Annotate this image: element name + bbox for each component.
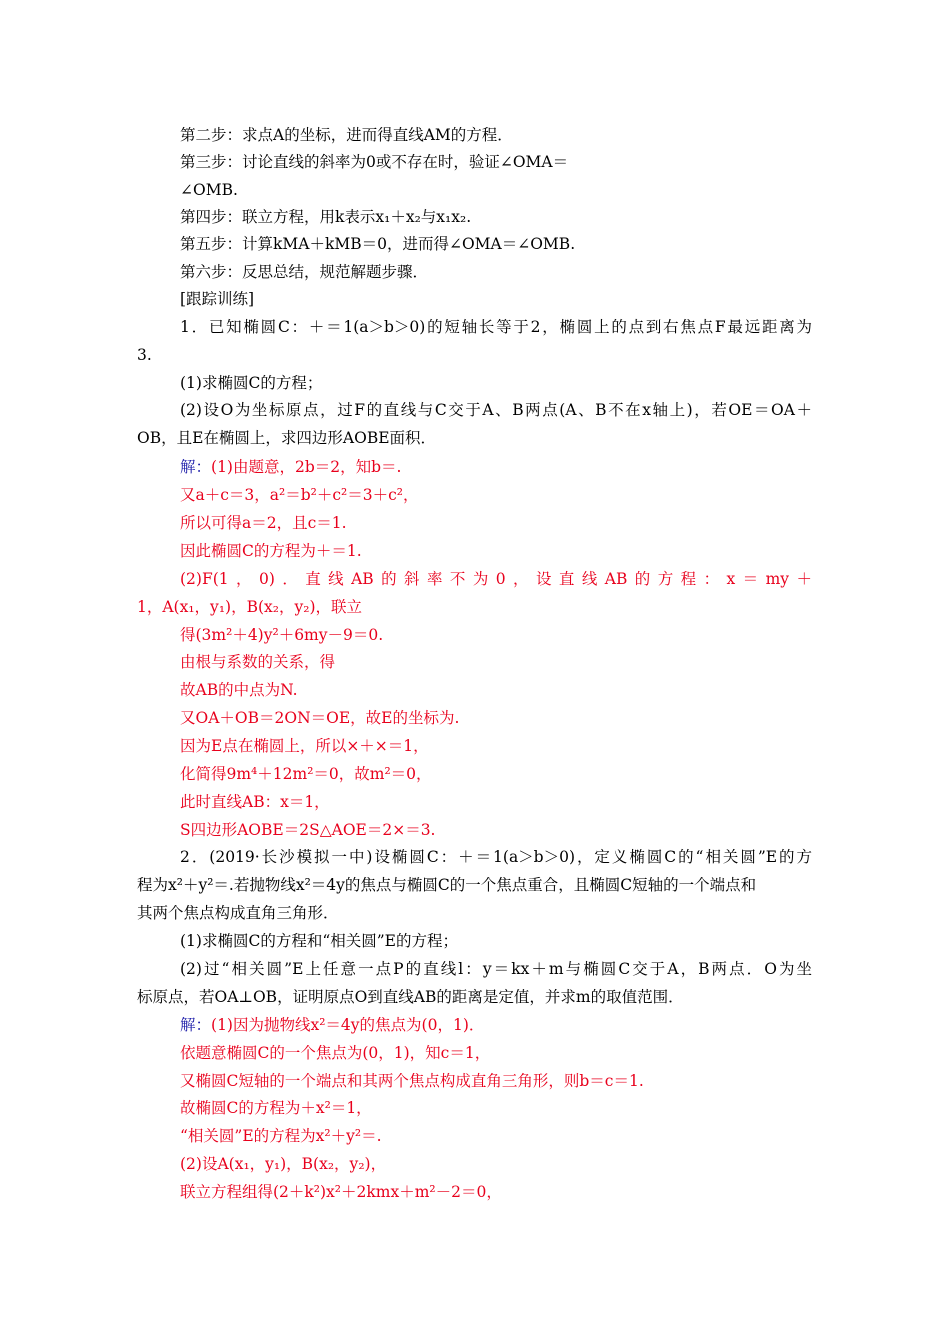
text-line: 第三步：讨论直线的斜率为0或不存在时，验证∠OMA＝ xyxy=(180,153,569,171)
solution-line: 因此椭圆C的方程为＋＝1. xyxy=(180,542,362,560)
solution-line: 又椭圆C短轴的一个端点和其两个焦点构成直角三角形，则b＝c＝1. xyxy=(180,1072,644,1090)
problem-2-statement-cont: 程为x²＋y²＝.若抛物线x²＝4y的焦点与椭圆C的一个焦点重合，且椭圆C短轴的一个端点和 xyxy=(137,876,757,894)
problem-1-part-2-cont: OB，且E在椭圆上，求四边形AOBE面积． xyxy=(137,429,437,447)
problem-1-statement: 1．已知椭圆C：＋＝1(a＞b＞0)的短轴长等于2，椭圆上的点到右焦点F最远距离为 xyxy=(180,318,812,336)
section-heading: [跟踪训练] xyxy=(180,290,255,308)
text-line: 第四步：联立方程，用k表示x₁＋x₂与x₁x₂. xyxy=(180,208,472,226)
solution-label: 解： xyxy=(180,1016,212,1034)
problem-2-statement: 2．(2019·长沙模拟一中)设椭圆C：＋＝1(a＞b＞0)，定义椭圆C的“相关圆”E的方 xyxy=(180,848,812,866)
solution-line: 又a＋c＝3，a²＝b²＋c²＝3＋c²， xyxy=(180,486,419,504)
text-line: 第二步：求点A的坐标，进而得直线AM的方程． xyxy=(180,126,513,144)
solution-line: 此时直线AB：x＝1， xyxy=(180,793,330,811)
text-line: 第六步：反思总结，规范解题步骤． xyxy=(180,263,429,281)
solution-label: 解： xyxy=(180,458,212,476)
solution-text: (1)因为抛物线x²＝4y的焦点为(0，1)． xyxy=(211,1016,485,1034)
problem-2-part-2: (2)过“相关圆”E上任意一点P的直线l：y＝kx＋m与椭圆C交于A，B两点．O为坐 xyxy=(180,960,812,978)
solution-line xyxy=(180,457,401,479)
solution-text: (1)由题意，2b＝2，知b＝. xyxy=(211,458,402,476)
solution-line: 所以可得a＝2，且c＝1. xyxy=(180,514,347,532)
solution-line: 联立方程组得(2＋k²)x²＋2kmx＋m²－2＝0， xyxy=(180,1183,502,1201)
solution-line: 因为E点在椭圆上，所以×＋×＝1， xyxy=(180,737,429,755)
solution-line: 故椭圆C的方程为＋x²＝1， xyxy=(180,1099,372,1117)
solution-line: 故AB的中点为N. xyxy=(180,681,298,699)
problem-1-part-2: (2)设O为坐标原点，过F的直线与C交于A、B两点(A、B不在x轴上)，若OE＝OA＋ xyxy=(180,401,812,419)
problem-1-part-1: (1)求椭圆C的方程； xyxy=(180,374,323,392)
problem-2-part-2-cont: 标原点，若OA⊥OB，证明原点O到直线AB的距离是定值，并求m的取值范围． xyxy=(137,988,684,1006)
text-line: ∠OMB. xyxy=(180,181,238,199)
problem-1-statement-cont: 3. xyxy=(137,346,152,364)
solution-line: (2)F(1，0)．直线AB的斜率不为0，设直线AB的方程：x＝my＋ xyxy=(180,570,812,588)
solution-line: 得(3m²＋4)y²＋6my－9＝0. xyxy=(180,626,384,644)
problem-2-part-1: (1)求椭圆C的方程和“相关圆”E的方程； xyxy=(180,932,458,950)
solution-line: (2)设A(x₁，y₁)，B(x₂，y₂)， xyxy=(180,1155,387,1173)
solution-line: “相关圆”E的方程为x²＋y²＝. xyxy=(180,1127,382,1145)
solution-line: S四边形AOBE＝2S△AOE＝2×＝3. xyxy=(180,821,436,839)
solution-line: 1，A(x₁，y₁)，B(x₂，y₂)，联立 xyxy=(137,598,362,616)
problem-2-statement-cont: 其两个焦点构成直角三角形． xyxy=(137,904,339,922)
solution-line: 化简得9m⁴＋12m²＝0，故m²＝0， xyxy=(180,765,432,783)
solution-line xyxy=(180,1015,484,1037)
solution-line: 依题意椭圆C的一个焦点为(0，1)，知c＝1， xyxy=(180,1044,491,1062)
solution-line: 由根与系数的关系，得 xyxy=(180,653,336,671)
solution-line: 又OA＋OB＝2ON＝OE，故E的坐标为. xyxy=(180,709,460,727)
text-line: 第五步：计算kMA＋kMB＝0，进而得∠OMA＝∠OMB. xyxy=(180,235,576,253)
